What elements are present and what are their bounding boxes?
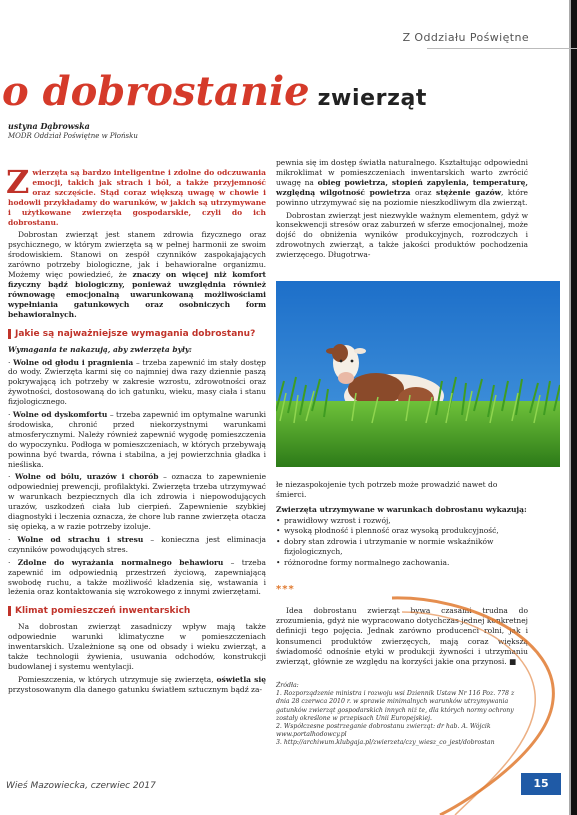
title-part-1: o dobrostanie — [2, 68, 310, 115]
paragraph-lighting — [8, 675, 266, 695]
welfare-box-title: Zwierzęta utrzymywane w warunkach dobrostanu wykazują: — [276, 505, 527, 514]
cow-in-grass-photo — [276, 281, 560, 467]
right-p1-e: , które powinno utrzymywać się na poziomie nieszkodliwym dla zwierząt. — [276, 187, 528, 207]
paragraph-climate: Na dobrostan zwierząt zasadniczy wpływ mają także odpowiednie warunki klimatyczne w pomieszczeniach inwentarskich. Uzależnione są one od obsady i wieku zwierząt, a także technologii żywienia, usuwania odchodów, konstrukcji budowlanej i systemu wentylacji. — [8, 622, 266, 671]
right-column-top — [276, 158, 528, 263]
lighting-text-c: przystosowanym dla danego gatunku światłem sztucznym bądź za- — [8, 684, 263, 694]
requirements-intro: Wymagania te nakazują, aby zwierzęta były: — [8, 344, 192, 354]
requirement-3-title: Wolne od bólu, urazów i chorób — [15, 472, 159, 482]
right-paragraph-4 — [276, 606, 528, 670]
right-p1-c: oraz — [414, 187, 432, 197]
section-separator-stars: *** — [276, 584, 295, 595]
paragraph-1 — [8, 230, 266, 319]
section-divider — [427, 48, 577, 49]
right-p1-bold: obieg powietrza, stopień zapylenia, temperaturę, względną wilgotność powietrza — [276, 177, 528, 197]
right-paragraph-2: Dobrostan zwierząt jest niezwykle ważnym elementem, gdyż w konsekwencji stresów oraz zaburzeń w sferze emocjonalnej, może dojść do obniżenia wyników produkcyjnych, rozrodczych i zdrowotnych zwierząt, a także jakości produktów pochodzenia zwierzęcego. Długotrwa- — [276, 210, 528, 260]
right-p1-a: pewnia się im dostęp światła naturalnego. Kształtując odpowiedni mikroklimat w pomieszczeniach inwentarskich warto zwrócić uwagę na — [276, 158, 528, 187]
right-paragraph-1 — [276, 158, 528, 208]
right-p1-bold-2: stężenie gazów — [435, 187, 502, 197]
lighting-text-a: Pomieszczenia, w których utrzymuje się zwierzęta, — [18, 674, 214, 684]
list-item: • wysoką płodność i plenność oraz wysoką produkcyjność, — [276, 526, 528, 536]
requirement-1-title: Wolne od głodu i pragnienia — [13, 357, 134, 367]
page-edge-shadow — [569, 0, 571, 815]
list-item: • różnorodne formy normalnego zachowania. — [276, 558, 528, 568]
title-part-2: zwierząt — [317, 86, 428, 111]
requirement-2: · Wolne od dyskomfortu – trzeba zapewnić im optymalne warunki środowiska, chronić przed niekorzystnymi warunkami atmosferycznymi. Należy również zapewnić wygodę pomieszczenia do wypoczynku. Podłoga w pomieszczeniach, w których przebywają powinna być twarda, równa i stabilna, a jej powierzchnia gładka i nieśliska. — [8, 410, 266, 469]
article-title — [2, 68, 427, 115]
heading-climate-text: Klimat pomieszczeń inwentarskich — [8, 606, 190, 616]
page-edge — [571, 0, 577, 815]
drop-cap: Z — [6, 163, 30, 201]
requirement-4-title: Wolne od strachu i stresu — [17, 534, 144, 544]
page-number-badge: 15 — [521, 773, 561, 795]
welfare-list — [276, 516, 528, 568]
requirement-1: · Wolne od głodu i pragnienia – trzeba zapewnić im stały dostęp do wody. Zwierzęta karmi się co najmniej dwa razy dziennie paszą pokrywającą ich potrzeby w zakresie wzrostu, zdrowotności oraz żywotności, dostosowaną do ich gatunku, wieku, masy ciała i stanu fizjologicznego. — [8, 357, 266, 407]
source-item: 3. http://archiwum.klubgaja.pl/zwierzeta/czy_wiesz_co_jest/dobrostan — [276, 739, 495, 747]
magazine-footer: Wieś Mazowiecka, czerwiec 2017 — [6, 781, 156, 791]
right-paragraph-3: łe niezaspokojenie tych potrzeb może prowadzić nawet do śmierci. — [276, 480, 498, 499]
section-tag: Z Oddziału Poświętne — [402, 31, 529, 44]
requirement-5: · Zdolne do wyrażania normalnego behawioru – trzeba zapewnić im odpowiednią przestrzeń życiową, zapewniającą swobodę ruchu, a także możliwość kładzenia się, wstawania i leżenia oraz kontaktowania się wzrokowego z innymi zwierzętami. — [8, 557, 266, 597]
requirement-4-text: – konieczna jest eliminacja czynników powodujących stres. — [8, 534, 266, 554]
requirement-5-text: – trzeba zapewnić im odpowiednią przestrzeń życiową, zapewniającą swobodę ruchu, a także możliwość kładzenia się, wstawania i leżenia oraz kontaktowania się wzrokowego z innymi zwierzętami. — [8, 557, 266, 597]
lighting-bold: oświetla się — [216, 674, 266, 684]
left-column — [6, 163, 267, 698]
paragraph-1-bold: znaczy on więcej niż komfort fizyczny bądź biologiczny, ponieważ uwzględnia również równowagę emocjonalną uwarunkowaną możliwościami wypełniania gatunkowych oraz osobniczych form behawioralnych. — [8, 270, 266, 319]
lead-text: wierzęta są bardzo inteligentne i zdolne do odczuwania emocji, takich jak strach i ból, a także przyjemność oraz szczęście. Stąd coraz większą uwagę w chowie i hodowli przykładamy do warunków, w jakich są utrzymywane i użytkowane zwierzęta gospodarskie, czyli do ich dobrostanu. — [8, 168, 266, 227]
requirement-2-title: Wolne od dyskomfortu — [12, 410, 108, 420]
author-name: ustyna Dąbrowska — [8, 121, 90, 131]
requirement-5-title: Zdolne do wyrażania normalnego behawioru — [17, 557, 224, 567]
source-item: 2. Współczesne postrzeganie dobrostanu zwierząt: dr hab. A. Wójcik www.portalhodowcy.pl — [276, 723, 491, 739]
cow-photo-illustration — [276, 281, 560, 467]
author-affiliation: MODR Oddział Poświętne w Płońsku — [8, 132, 138, 140]
sources-title: Źródła: — [276, 682, 299, 689]
requirement-2-text: – trzeba zapewnić im optymalne warunki środowiska, chronić przed niekorzystnymi warunkami atmosferycznymi. Należy również zapewnić wygodę pomieszczenia do wypoczynku. Podłoga w pomieszczeniach, w których przebywają powinna być twarda, równa i stabilna, a jej powierzchnia gładka i nieśliska. — [8, 410, 266, 469]
closing-paragraph: Idea dobrostanu zwierząt bywa czasami trudna do zrozumienia, gdyż nie wypracowano dotychczas jednej konkretnej definicji tego pojęcia. Jednak zarówno producenci rolni, jak i konsumenci produktów zwierzęcych, mają coraz większą świadomość odnośnie etyki w produkcji żywności i utrzymaniu zwierząt, głównie ze względu na korzyści jakie ona przynosi. ■ — [276, 606, 528, 667]
requirement-4: · Wolne od strachu i stresu – konieczna jest eliminacja czynników powodujących stres. — [8, 534, 266, 554]
paragraph-1-text: Dobrostan zwierząt jest stanem zdrowia fizycznego oraz psychicznego, w którym zwierzęta są w pełnej harmonii ze swoim środowiskiem. Stanowi on zespół czynników zaspokajających zarówno potrzeby biologiczne, jak i behawioralne organizmu. Możemy więc powiedzieć, że — [8, 230, 266, 280]
list-item: • prawidłowy wzrost i rozwój, — [276, 516, 528, 526]
heading-climate — [8, 606, 266, 616]
requirement-3-text: – oznacza to zapewnienie odpowiedniej prewencji, profilaktyki. Zwierzęta trzeba utrzymywać w warunkach bezpiecznych dla ich zdrowia i niepowodujących urazów, uszkodzeń ciała lub cierpień. Zapewnienie szybkiej diagnostyki i leczenia oznacza, że chore lub ranne zwierzęta otacza się opieką, a w razie potrzeby izoluje. — [8, 472, 267, 531]
heading-requirements-text: Jakie są najważniejsze wymagania dobrostanu? — [8, 329, 255, 339]
sources-block — [276, 682, 528, 748]
source-item: 1. Rozporządzenie ministra i rozwoju wsi Dziennik Ustaw Nr 116 Poz. 778 z dnia 28 czerwca 2010 r. w sprawie minimalnych warunków utrzymywania gatunków zwierząt gospodarskich innych niż te, dla których normy ochrony zostały określone w przepisach Unii Europejskiej. — [276, 690, 515, 722]
lead-paragraph — [6, 163, 266, 227]
requirement-3: · Wolne od bólu, urazów i chorób – oznacza to zapewnienie odpowiedniej prewencji, profilaktyki. Zwierzęta trzeba utrzymywać w warunkach bezpiecznych dla ich zdrowia i niepowodujących urazów, uszkodzeń ciała lub cierpień. Zapewnienie szybkiej diagnostyki i leczenia oznacza, że chore lub ranne zwierzęta otacza się opieką, a w razie potrzeby izoluje. — [8, 472, 267, 531]
heading-requirements — [8, 329, 266, 339]
requirement-1-text: – trzeba zapewnić im stały dostęp do wody. Zwierzęta karmi się co najmniej dwa razy dziennie paszą pokrywającą ich potrzeby w zakresie wzrostu, zdrowotności oraz żywotności, dostosowaną do ich gatunku, wieku, masy ciała i stanu fizjologicznego. — [8, 357, 266, 407]
list-item: • dobry stan zdrowia i utrzymanie w normie wskaźników fizjologicznych, — [276, 537, 528, 558]
